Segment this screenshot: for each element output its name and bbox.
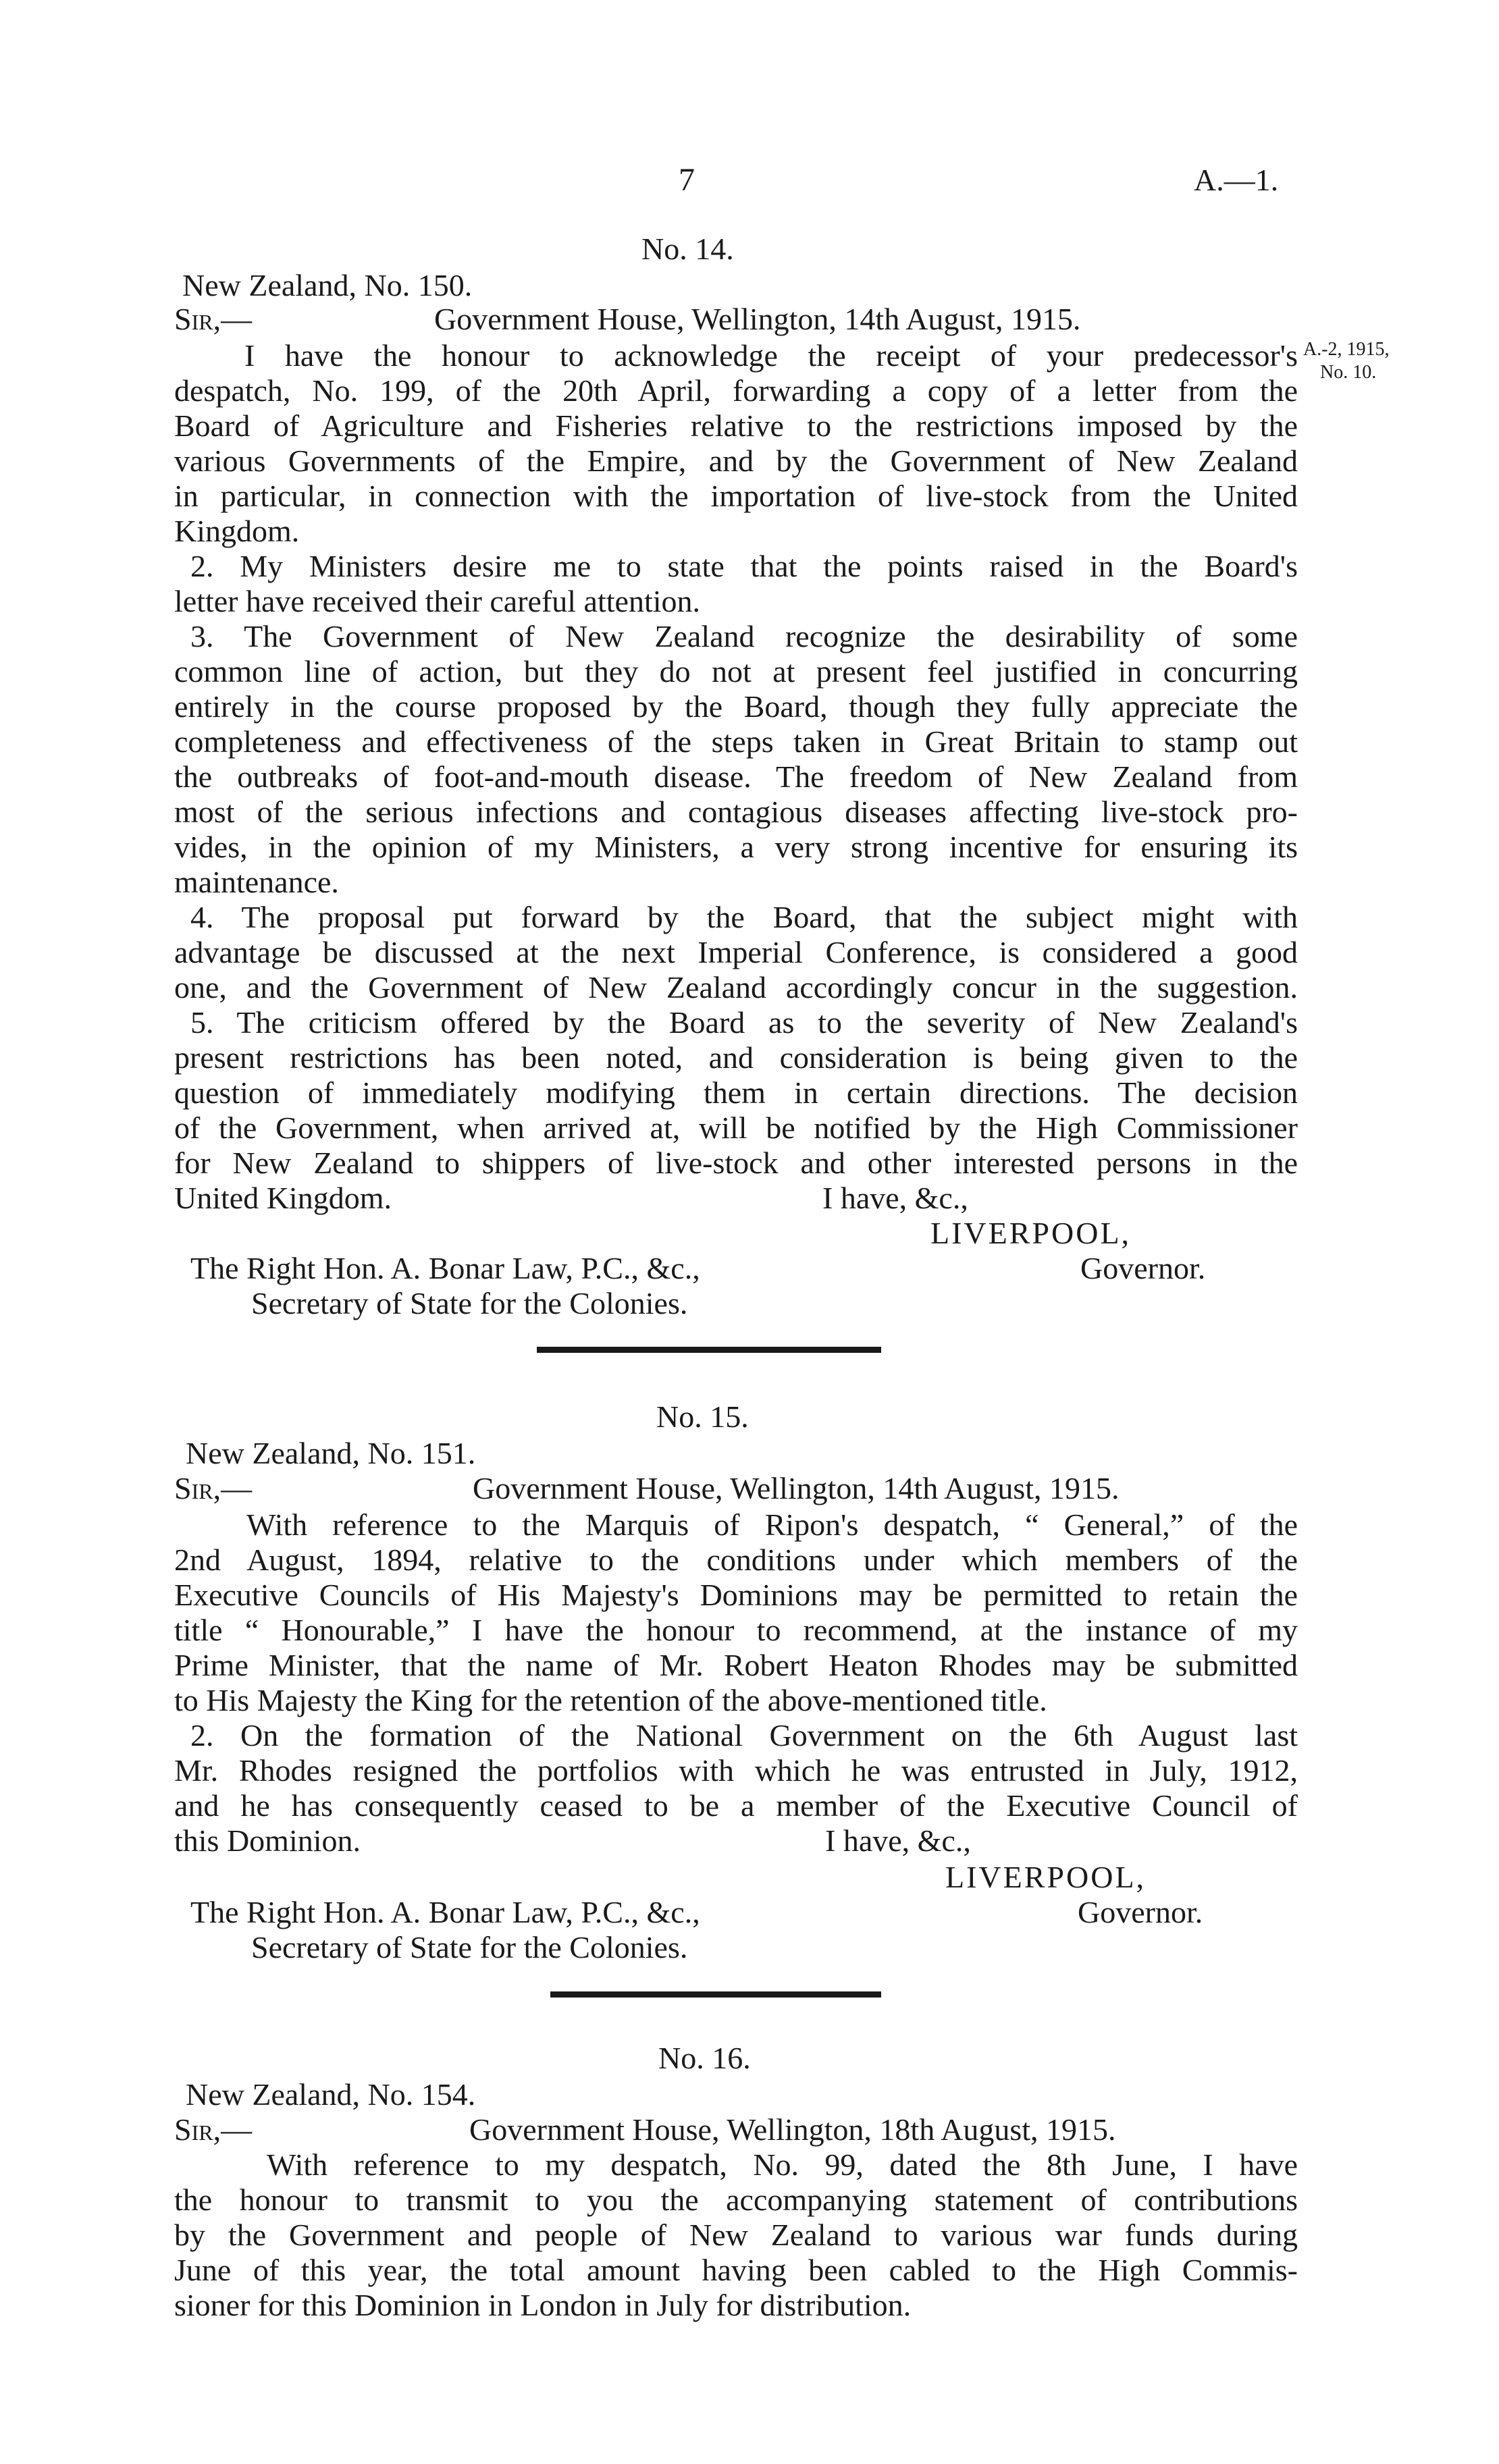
body-line: letter have received their careful attention. — [174, 584, 701, 618]
body-line: advantage be discussed at the next Imperial Conference, is considered a good — [174, 935, 1298, 969]
body-line: vides, in the opinion of my Ministers, a very strong incentive for ensuring its — [174, 830, 1298, 864]
letter-reference: New Zealand, No. 154. — [186, 2077, 476, 2112]
body-line: in particular, in connection with the importation of live-stock from the United — [174, 479, 1298, 513]
body-line: and he has consequently ceased to be a member of the Executive Council of — [174, 1788, 1298, 1823]
body-line: 2. On the formation of the National Government on the 6th August last — [190, 1718, 1298, 1752]
body-line: Executive Councils of His Majesty's Dominions may be permitted to retain the — [174, 1578, 1298, 1612]
body-line: With reference to my despatch, No. 99, dated the 8th June, I have — [267, 2147, 1298, 2182]
body-line: entirely in the course proposed by the Board, though they fully appreciate the — [174, 689, 1298, 724]
body-line: despatch, No. 199, of the 20th April, forwarding a copy of a letter from the — [174, 373, 1298, 408]
letter-reference: New Zealand, No. 150. — [182, 268, 473, 302]
section-divider — [537, 1347, 881, 1353]
body-line: by the Government and people of New Zealand to various war funds during — [174, 2218, 1298, 2252]
body-line: Kingdom. — [174, 514, 300, 548]
body-line: of the Government, when arrived at, will be notified by the High Commissioner — [174, 1110, 1298, 1145]
letter-heading: No. 15. — [656, 1399, 749, 1434]
body-line: sioner for this Dominion in London in July for distribution. — [174, 2288, 912, 2322]
letter-reference: New Zealand, No. 151. — [186, 1436, 476, 1470]
body-line: 2nd August, 1894, relative to the conditions under which members of the — [174, 1543, 1298, 1577]
body-line: question of immediately modifying them in certain directions. The decision — [174, 1075, 1298, 1110]
addressee: The Right Hon. A. Bonar Law, P.C., &c., — [190, 1251, 700, 1285]
body-line: Prime Minister, that the name of Mr. Robert Heaton Rhodes may be submitted — [174, 1648, 1298, 1682]
closing: I have, &c., — [825, 1823, 971, 1858]
body-line: 3. The Government of New Zealand recognize the desirability of some — [190, 619, 1298, 653]
closing: I have, &c., — [822, 1181, 968, 1215]
body-line: to His Majesty the King for the retention of the above-mentioned title. — [174, 1683, 1047, 1717]
document-reference: A.—1. — [1194, 163, 1279, 197]
body-line: various Governments of the Empire, and by the Government of New Zealand — [174, 444, 1298, 478]
signatory-title: Governor. — [1080, 1251, 1206, 1285]
body-line: Board of Agriculture and Fisheries relative to the restrictions imposed by the — [174, 408, 1298, 443]
body-line: for New Zealand to shippers of live-stock and other interested persons in the — [174, 1146, 1298, 1180]
body-line: present restrictions has been noted, and consideration is being given to the — [174, 1040, 1298, 1075]
body-line: title “ Honourable,” I have the honour to recommend, at the instance of my — [174, 1613, 1298, 1647]
signature: LIVERPOOL, — [930, 1216, 1132, 1250]
letter-heading: No. 14. — [641, 232, 734, 266]
place-date: Government House, Wellington, 14th August, 1915. — [473, 1471, 1120, 1505]
body-line: Mr. Rhodes resigned the portfolios with which he was entrusted in July, 1912, — [174, 1753, 1298, 1788]
page-number: 7 — [679, 162, 695, 198]
body-line: June of this year, the total amount having been cabled to the High Commis- — [174, 2253, 1298, 2287]
body-line: this Dominion. — [174, 1823, 361, 1858]
salutation: Sir,— — [174, 2112, 253, 2147]
body-line: most of the serious infections and contagious diseases affecting live-stock pro- — [174, 795, 1298, 829]
body-line: the outbreaks of foot-and-mouth disease. The freedom of New Zealand from — [174, 759, 1298, 794]
body-line: With reference to the Marquis of Ripon's despatch, “ General,” of the — [246, 1507, 1298, 1542]
body-line: 2. My Ministers desire me to state that the points raised in the Board's — [190, 549, 1298, 583]
body-line: 4. The proposal put forward by the Board, that the subject might with — [190, 900, 1298, 934]
section-divider — [550, 1991, 881, 1998]
place-date: Government House, Wellington, 14th August, 1915. — [434, 302, 1081, 336]
body-line: common line of action, but they do not at present feel justified in concurring — [174, 654, 1298, 689]
addressee-office: Secretary of State for the Colonies. — [251, 1930, 688, 1964]
body-line: completeness and effectiveness of the steps taken in Great Britain to stamp out — [174, 724, 1298, 759]
addressee-office: Secretary of State for the Colonies. — [251, 1286, 688, 1320]
margin-note: No. 10. — [1320, 362, 1377, 383]
margin-note: A.-2, 1915, — [1303, 339, 1390, 360]
body-line: 5. The criticism offered by the Board as to the severity of New Zealand's — [190, 1005, 1298, 1040]
salutation: Sir,— — [174, 1471, 253, 1505]
body-line: one, and the Government of New Zealand accordingly concur in the suggestion. — [174, 970, 1298, 1005]
signature: LIVERPOOL, — [945, 1860, 1147, 1894]
signatory-title: Governor. — [1078, 1895, 1203, 1929]
body-line: maintenance. — [174, 865, 339, 899]
salutation: Sir,— — [174, 302, 253, 336]
body-line: the honour to transmit to you the accompanying statement of contributions — [174, 2182, 1298, 2217]
addressee: The Right Hon. A. Bonar Law, P.C., &c., — [190, 1895, 700, 1929]
place-date: Government House, Wellington, 18th August, 1915. — [469, 2112, 1116, 2147]
body-line: I have the honour to acknowledge the receipt of your predecessor's — [244, 338, 1298, 373]
body-line: United Kingdom. — [174, 1181, 392, 1215]
letter-heading: No. 16. — [658, 2041, 751, 2075]
